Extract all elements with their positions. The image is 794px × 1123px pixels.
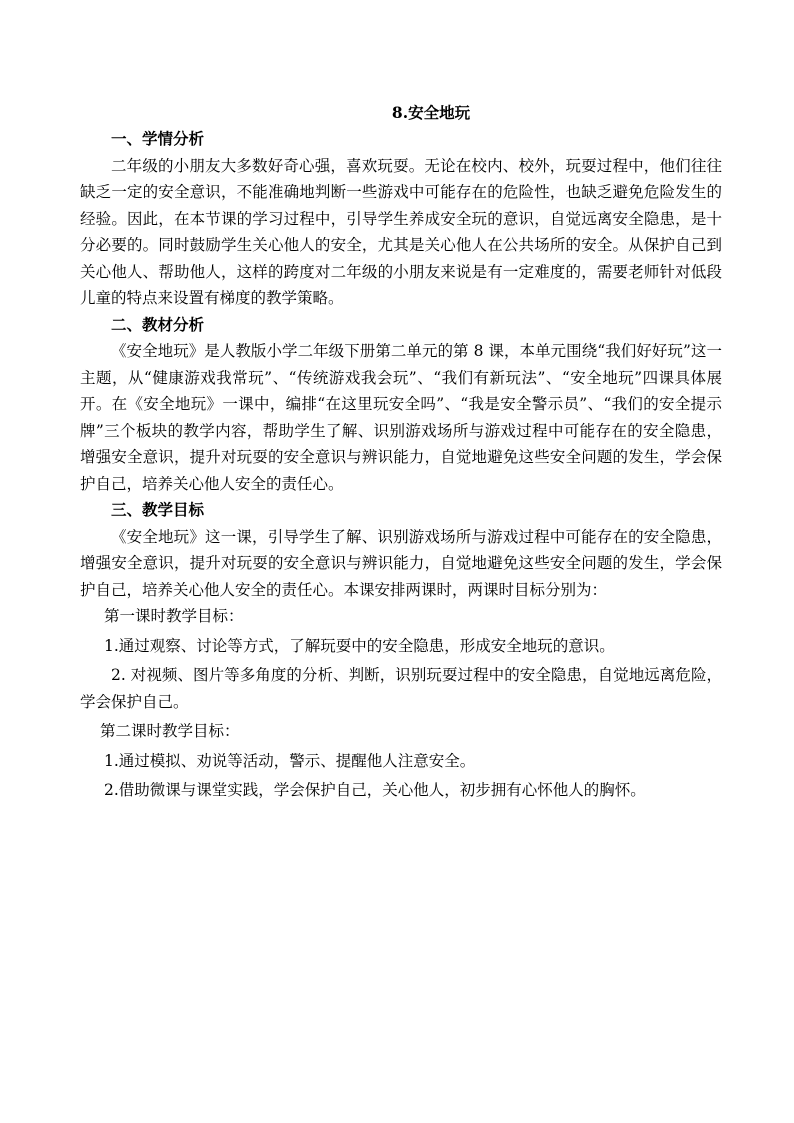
section-heading-teaching-goals: 三、教学目标 [111,500,205,519]
page-title: 8.安全地玩 [391,103,471,122]
lesson2-goal-item: 2.借助微课与课堂实践，学会保护自己，关心他人，初步拥有心怀他人的胸怀。 [104,781,646,799]
lesson2-goal-item: 1.通过模拟、劝说等活动，警示、提醒他人注意安全。 [104,751,476,770]
lesson2-goals-label: 第二课时教学目标： [100,722,240,740]
lesson1-goal-item: 1.通过观察、讨论等方式，了解玩耍中的安全隐患，形成安全地玩的意识。 [104,636,615,655]
section-heading-learning-analysis: 一、学情分析 [111,129,205,148]
lesson1-goals-label: 第一课时教学目标： [104,607,244,625]
section-heading-textbook-analysis: 二、教材分析 [111,314,205,334]
paragraph-learning-analysis: 二年级的小朋友大多数好奇心强，喜欢玩耍。无论在校内、校外，玩耍过程中，他们往往缺乏一定的安全意识，不能准确地判断一些游戏中可能存在的危险性，也缺乏避免危险发生的经验。因此，在本节课的学习过程中，引导学生养成安全玩的意识，自觉远离安全隐患，是十分必要的。同时鼓励学生关心他人的安全，尤其是关心他人在公共场所的安全。从保护自己到关心他人、帮助他人，这样的跨度对二年级的小朋友来说是有一定难度的，需要老师针对低段儿童的特点来设置有梯度的教学策略。 [80,156,722,307]
paragraph-teaching-goals: 《安全地玩》这一课，引导学生了解、识别游戏场所与游戏过程中可能存在的安全隐患，增强安全意识，提升对玩耍的安全意识与辨识能力，自觉地避免这些安全问题的发生，学会保护自己，培养关心他人安全的责任心。本课安排两课时，两课时目标分别为： [80,527,722,599]
paragraph-textbook-analysis: 《安全地玩》是人教版小学二年级下册第二单元的第 8 课，本单元围绕“我们好好玩”这一主题，从“健康游戏我常玩”、“传统游戏我会玩”、“我们有新玩法”、“安全地玩”四课具体展开。在《安全地玩》一课中，编排“在这里玩安全吗”、“我是安全警示员”、“我们的安全提示牌”三个板块的教学内容，帮助学生了解、识别游戏场所与游戏过程中可能存在的安全隐患，增强安全意识，提升对玩耍的安全意识与辨识能力，自觉地避免这些安全问题的发生，学会保护自己，培养关心他人安全的责任心。 [80,342,722,493]
lesson1-goal-item: 2. 对视频、图片等多角度的分析、判断，识别玩耍过程中的安全隐患，自觉地远离危险，学会保护自己。 [80,666,722,711]
document-content [80,100,722,804]
